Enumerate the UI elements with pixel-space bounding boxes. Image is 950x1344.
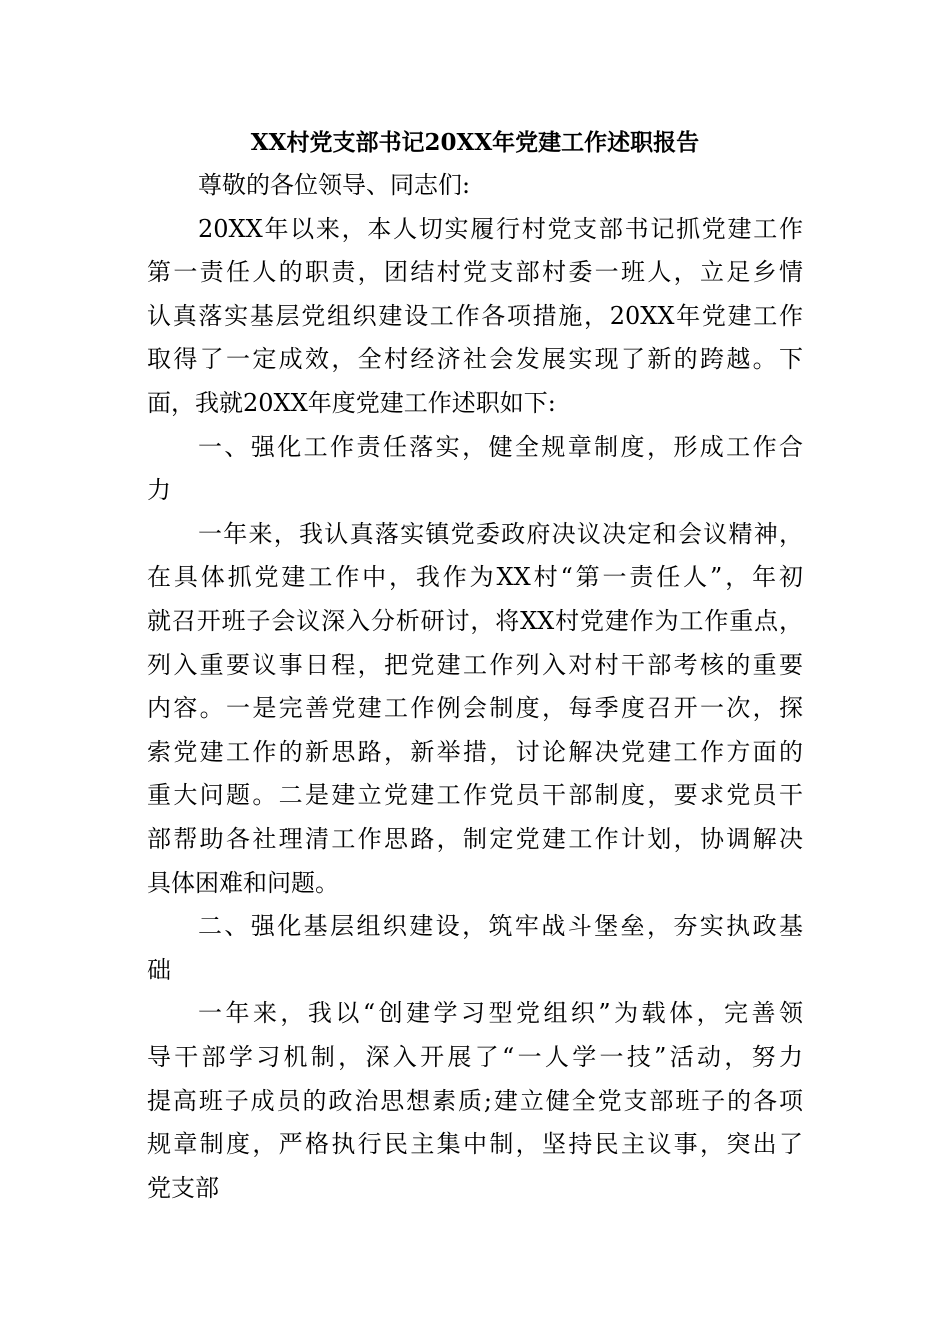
paragraph-line: 础: [147, 955, 171, 984]
paragraph-line: 二、强化基层组织建设，筑牢战斗堡垒，夯实执政基: [198, 912, 803, 941]
paragraph-line: 列入重要议事日程，把党建工作列入对村干部考核的重要: [147, 650, 803, 679]
paragraph-line: 索党建工作的新思路，新举措，讨论解决党建工作方面的: [147, 737, 803, 766]
paragraph-line: 面，我就20XX年度党建工作述职如下:: [147, 389, 556, 417]
paragraph-line: 部帮助各社理清工作思路，制定党建工作计划，协调解决: [147, 825, 803, 853]
paragraph-line: 党支部: [147, 1173, 219, 1202]
paragraph-line: 提高班子成员的政治思想素质;建立健全党支部班子的各项: [147, 1086, 803, 1115]
document-title: XX村党支部书记20XX年党建工作述职报告: [250, 129, 700, 156]
paragraph-line: 规章制度，严格执行民主集中制，坚持民主议事，突出了: [147, 1130, 803, 1159]
paragraph-line: 第一责任人的职责，团结村党支部村委一班人，立足乡情: [147, 258, 803, 287]
paragraph-line: 具体困难和问题。: [147, 868, 339, 897]
paragraph-line: 一、强化工作责任落实，健全规章制度，形成工作合: [198, 432, 803, 461]
paragraph-line: 内容。一是完善党建工作例会制度，每季度召开一次，探: [147, 694, 803, 723]
paragraph-line: 取得了一定成效，全村经济社会发展实现了新的跨越。下: [147, 345, 803, 374]
paragraph-line: 导干部学习机制，深入开展了“一人学一技”活动，努力: [147, 1043, 803, 1071]
paragraph-line: 认真落实基层党组织建设工作各项措施，20XX年党建工作: [147, 301, 803, 330]
paragraph-line: 一年来，我以“创建学习型党组织”为载体，完善领: [198, 999, 803, 1028]
paragraph-line: 重大问题。二是建立党建工作党员干部制度，要求党员干: [147, 781, 803, 810]
paragraph-line: 力: [147, 476, 171, 505]
paragraph-line: 尊敬的各位领导、同志们:: [198, 171, 471, 199]
paragraph-line: 20XX年以来，本人切实履行村党支部书记抓党建工作: [198, 214, 803, 243]
paragraph-line: 在具体抓党建工作中，我作为XX村“第一责任人”，年初: [147, 563, 803, 592]
paragraph-line: 就召开班子会议深入分析研讨，将XX村党建作为工作重点，: [147, 607, 803, 635]
paragraph-line: 一年来，我认真落实镇党委政府决议决定和会议精神，: [198, 519, 803, 548]
